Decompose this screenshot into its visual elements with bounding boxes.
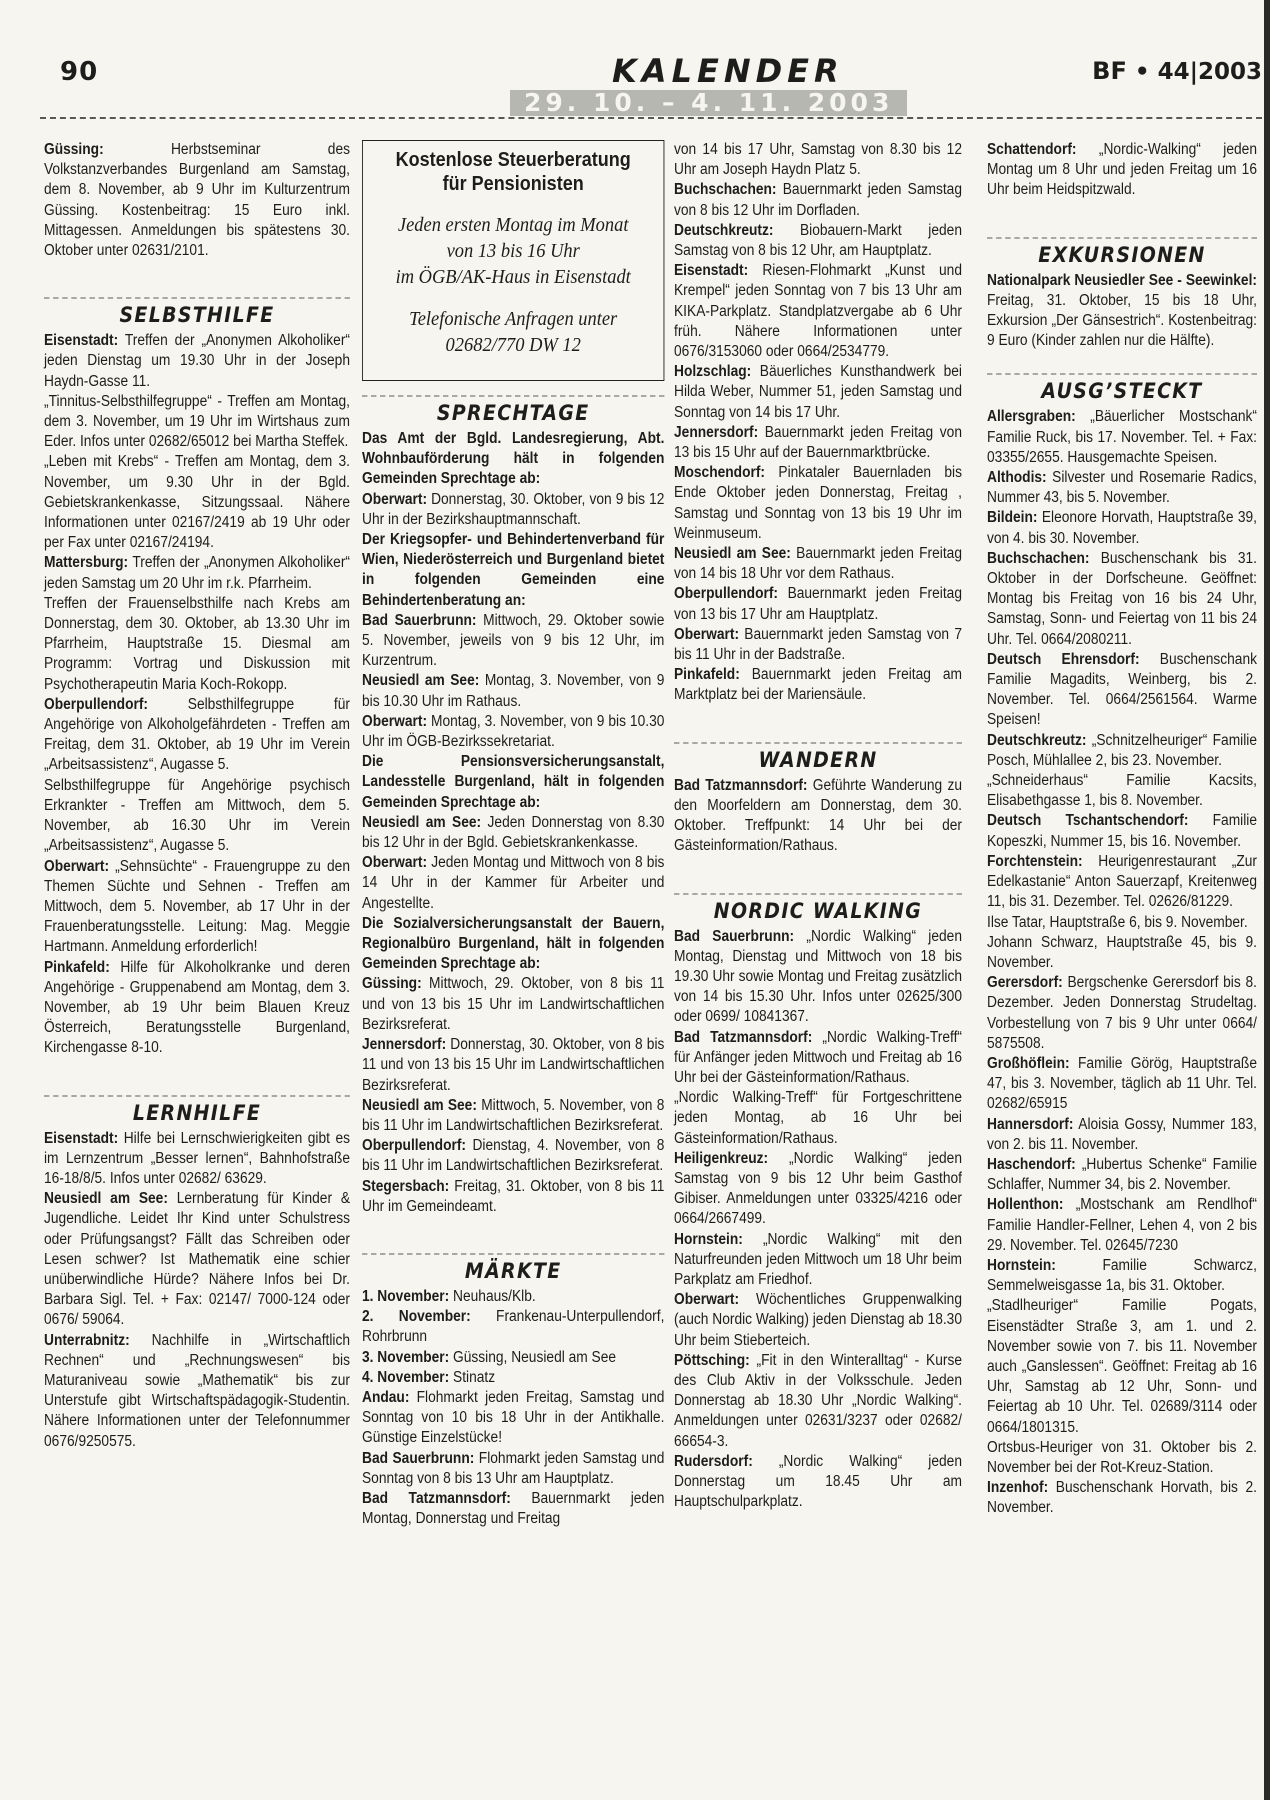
listing-entry — [362, 1368, 664, 1388]
listing-text: Dienstag, 4. November, von 8 bis 11 Uhr im Landwirtschaftlichen Bezirksreferat. — [362, 1137, 665, 1175]
column-3 — [674, 140, 962, 1512]
listing-place: Eisenstadt: — [674, 262, 749, 280]
listing-place: Nationalpark Neusiedler See - Seewinkel: — [987, 271, 1257, 289]
listing-text: Bauernmarkt jeden Freitag von 14 bis 18 Uhr vor dem Rathaus. — [674, 545, 962, 583]
listing-place: Inzenhof: — [987, 1479, 1049, 1497]
listing-text: Herbstseminar des Volkstanzverbandes Burgenland am Samstag, dem 8. November, ab 9 Uhr im Kulturzentrum Güssing. Kostenbeitrag: 15 Euro inkl. Mittagessen. Anmeldungen bis spätestens 30. Oktober unter 02631/2101. — [44, 141, 350, 260]
listing-place: Das Amt der Bgld. Landesregierung, Abt. Wohnbauförderung hält in folgenden Gemeinden Sprechtage ab: — [362, 430, 665, 488]
publication-name: BF — [1092, 57, 1127, 85]
listing-text: Riesen-Flohmarkt „Kunst und Krempel“ jeden Sonntag von 7 bis 13 Uhr am KIKA-Parkplatz. Standplatzvergabe ab 6 Uhr früh. Nähere Informationen unter 0676/3153060 oder 0664/2534779. — [674, 262, 962, 361]
listing-entry — [674, 544, 962, 584]
listing-entry — [44, 140, 350, 261]
listing-place: Jennersdorf: — [362, 1036, 447, 1054]
listing-text: Nachhilfe in „Wirtschaftlich Rechnen“ und „Rechnungswesen“ bis Maturaniveau sowie „Mathematik“ bis zur Unterstufe gibt Wirtschaftspädagogik-Studentin. Nähere Informationen unter der Telefonnummer 0676/9250575. — [44, 1331, 350, 1450]
section-heading-wandern — [674, 742, 962, 773]
listing-entry — [44, 958, 350, 1059]
entry-group — [44, 140, 350, 261]
listing-entry — [987, 1438, 1257, 1478]
listing-place: Schattendorf: — [987, 141, 1077, 158]
listing-text: Ilse Tatar, Hauptstraße 6, bis 9. November. — [987, 913, 1248, 931]
issue-number: • 44|2003 — [1134, 59, 1262, 85]
listing-entry — [362, 1287, 664, 1307]
listing-place: 1. November: — [362, 1287, 450, 1305]
listing-entry — [674, 1088, 962, 1149]
listing-entry — [674, 261, 962, 362]
box-text-line: von 13 bis 16 Uhr — [446, 240, 580, 262]
listing-place: Oberpullendorf: — [362, 1137, 467, 1155]
listing-text: Montag, 3. November, von 9 bis 10.30 Uhr im Rathaus. — [362, 672, 665, 710]
entry-group — [674, 140, 962, 706]
heading-title: AUSG’STECKT — [1041, 379, 1203, 404]
listing-place: 2. November: — [362, 1308, 471, 1326]
listing-text: „Schnitzelheuriger“ Familie Posch, Mühlallee 2, bis 23. November. — [987, 731, 1257, 769]
entry-group — [44, 331, 350, 1058]
listing-place: Pinkafeld: — [44, 958, 110, 976]
box-text-line: Telefonische Anfragen unter — [409, 308, 618, 330]
listing-entry — [362, 1177, 664, 1217]
box-title-line: Kostenlose Steuerberatung — [395, 149, 631, 171]
listing-entry — [674, 665, 962, 705]
listing-text: Donnerstag, 30. Oktober, von 8 bis 11 und von 13 bis 15 Uhr im Landwirtschaftlichen Bezirksreferat. — [362, 1036, 665, 1094]
listing-text: „Nordic Walking“ jeden Donnerstag um 18.45 Uhr am Hauptschulparkplatz. — [674, 1452, 962, 1511]
listing-place: Hornstein: — [987, 1256, 1056, 1274]
listing-place: Stegersbach: — [362, 1177, 450, 1195]
listing-text: „Stadlheuriger“ Familie Pogats, Eisenstädter Straße 3, am 1. und 2. November sowie von 7. bis 11. November auch „Ganslessen“. Geöffnet: Freitag ab 16 Uhr, Samstag ab 12 Uhr, Sonn- und Feiertag ab 10 Uhr. Tel. 02689/3114 oder 0664/1801315. — [987, 1297, 1257, 1436]
heading-rule — [674, 742, 962, 744]
listing-entry — [674, 140, 962, 180]
listing-text: Bergschenke Gerersdorf bis 8. Dezember. Jeden Donnerstag Strudeltag. Vorbestellung von 7 bis 9 Uhr unter 0664/ 5875508. — [987, 974, 1257, 1052]
listing-text: Wöchentliches Gruppenwalking (auch Nordic Walking) jeden Dienstag ab 18.30 Uhr beim Stieberteich. — [674, 1291, 962, 1349]
listing-entry — [987, 271, 1257, 352]
listing-entry — [674, 1230, 962, 1291]
listing-place: Neusiedl am See: — [362, 813, 482, 831]
section-heading-nordic-walking — [674, 893, 962, 924]
listing-entry — [674, 423, 962, 463]
listing-text: Freitag, 31. Oktober, von 8 bis 11 Uhr im Gemeindeamt. — [362, 1177, 665, 1215]
section-heading-ausgsteckt — [987, 373, 1257, 404]
listing-place: Eisenstadt: — [44, 332, 119, 350]
listing-text: „Fit in den Winteralltag“ - Kurse des Club Aktiv in der Volksschule. Jeden Donnerstag ab 18.30 Uhr „Nordic Walking“. Anmeldungen unter 02631/3237 oder 02682/ 66654-3. — [674, 1351, 962, 1450]
listing-text: Hilfe bei Lernschwierigkeiten gibt es im Lernzentrum „Besser lernen“, Bahnhofstraße 16-18/8/5. Infos unter 02682/ 63629. — [44, 1129, 350, 1187]
listing-text: Familie Görög, Hauptstraße 47, bis 3. November, täglich ab 11 Uhr. Tel. 02682/65915 — [987, 1054, 1257, 1113]
listing-entry — [987, 731, 1257, 771]
listing-text: Bauernmarkt jeden Samstag von 8 bis 12 Uhr im Dorfladen. — [674, 181, 962, 219]
listing-text: „Leben mit Krebs“ - Treffen am Montag, dem 3. November, um 9.30 Uhr in der Bgld. Gebietskrankenkasse, Sitzungssaal. Nähere Informationen unter 02167/2419 ab 19 Uhr oder per Fax unter 02167/24194. — [44, 453, 350, 552]
listing-place: Moschendorf: — [674, 464, 766, 482]
listing-place: Pinkafeld: — [674, 666, 740, 684]
listing-text: Freitag, 31. Oktober, 15 bis 18 Uhr, Exkursion „Der Gänsestrich“. Kostenbeitrag: 9 Euro (Kinder zahlen nur die Hälfte). — [987, 291, 1257, 350]
listing-place: Die Pensionsversicherungsanstalt, Landesstelle Burgenland, hält in folgenden Gemeinden Sprechtage ab: — [362, 753, 665, 811]
listing-entry — [362, 1035, 664, 1096]
listing-text: Buschenschank bis 31. Oktober in der Dorfscheune. Geöffnet: Montag bis Freitag von 16 bis 24 Uhr, Samstag, Sonn- und Feiertag von 11 bis 24 Uhr. Tel. 0664/2080211. — [987, 549, 1257, 648]
listing-place: Deutschkreutz: — [987, 731, 1087, 749]
listing-text: Bauernmarkt jeden Montag, Donnerstag und Freitag — [362, 1489, 665, 1528]
listing-entry — [44, 452, 350, 553]
listing-entry — [362, 1136, 664, 1176]
listing-entry — [362, 490, 664, 530]
heading-title: MÄRKTE — [464, 1258, 562, 1283]
listing-place: Güssing: — [362, 975, 422, 993]
listing-place: Unterrabnitz: — [44, 1331, 130, 1349]
listing-entry — [674, 776, 962, 857]
listing-place: Hollenthon: — [987, 1196, 1064, 1214]
listing-text: Stinatz — [449, 1368, 496, 1386]
listing-entry — [362, 1388, 664, 1449]
entry-group — [987, 271, 1257, 352]
listing-text: Montag, 3. November, von 9 bis 10.30 Uhr im ÖGB-Bezirkssekretariat. — [362, 712, 665, 751]
listing-entry — [674, 625, 962, 665]
listing-place: Oberwart: — [362, 854, 428, 872]
listing-entry — [674, 221, 962, 261]
listing-place: Bad Tatzmannsdorf: — [674, 776, 808, 794]
listing-place: Pöttsching: — [674, 1351, 750, 1369]
heading-title: NORDIC WALKING — [713, 898, 923, 923]
page-number: 90 — [60, 57, 99, 87]
listing-text: Aloisia Gossy, Nummer 183, von 2. bis 11. November. — [987, 1115, 1257, 1153]
listing-entry — [362, 1348, 664, 1368]
listing-entry — [987, 650, 1257, 731]
listing-place: Andau: — [362, 1388, 410, 1406]
listing-text: Hilfe für Alkoholkranke und deren Angehörige - Gruppenabend am Montag, dem 3. November, ab 19 Uhr beim Blauen Kreuz Österreich, Beratungsstelle Burgenland, Kirchengasse 8-10. — [44, 958, 351, 1057]
listing-place: Rudersdorf: — [674, 1452, 753, 1470]
listing-entry — [987, 508, 1257, 548]
listing-entry — [44, 1189, 350, 1330]
listing-entry — [362, 1489, 664, 1529]
listing-text: „Tinnitus-Selbsthilfegruppe“ - Treffen am Montag, dem 3. November, um 19 Uhr im Wirtshaus zum Eder. Infos unter 02682/65012 bei Martha Steffek. — [44, 392, 350, 451]
column-4 — [987, 140, 1257, 1519]
listing-place: Heiligenkreuz: — [674, 1149, 769, 1167]
listing-entry — [987, 1195, 1257, 1256]
listing-place: Bad Tatzmannsdorf: — [674, 1028, 813, 1046]
heading-title: LERNHILFE — [132, 1100, 262, 1125]
listing-text: Familie Schwarcz, Semmelweisgasse 1a, bis 31. Oktober. — [987, 1256, 1257, 1295]
listing-entry — [987, 1155, 1257, 1195]
listing-text: „Nordic-Walking“ jeden Montag um 8 Uhr und jeden Freitag um 16 Uhr beim Heidspitzwald. — [987, 141, 1257, 199]
listing-entry — [362, 1096, 664, 1136]
listing-place: Forchtenstein: — [987, 852, 1083, 870]
listing-text: Selbsthilfegruppe für Angehörige von Alkoholgefährdeten - Treffen am Freitag, dem 31. Oktober, ab 19 Uhr im Verein „Arbeitsassistenz“, Augasse 5. — [44, 695, 350, 774]
listing-entry — [987, 1256, 1257, 1296]
box-title-line: für Pensionisten — [442, 173, 584, 195]
listing-entry — [987, 913, 1257, 933]
listing-entry — [362, 1449, 664, 1489]
listing-place: Oberwart: — [674, 1291, 740, 1309]
listing-place: Jennersdorf: — [674, 423, 759, 441]
listing-entry — [362, 611, 664, 672]
heading-rule — [362, 1253, 664, 1255]
listing-text: „Mostschank am Rendlhof“ Familie Handler-Fellner, Lehen 4, von 2 bis 29. November. Tel. 02645/7230 — [987, 1196, 1257, 1254]
listing-entry — [987, 549, 1257, 650]
listing-place: Güssing: — [44, 141, 104, 158]
column-1 — [44, 140, 350, 1452]
box-phone: 02682/770 DW 12 — [445, 334, 581, 356]
listing-text: Treffen der Frauenselbsthilfe nach Krebs am Donnerstag, dem 30. Oktober, ab 13.30 Uhr im Pfarrheim, Hauptstraße 15. Diesmal am Programm: Vortrag und Diskussion mit Psychotherapeutin Maria Koch-Rokopp. — [44, 594, 350, 693]
listing-place: 3. November: — [362, 1348, 450, 1366]
listing-text: Jeden Montag und Mittwoch von 8 bis 14 Uhr in der Kammer für Arbeiter und Angestellte. — [362, 854, 665, 912]
listing-text: „Nordic Walking“ mit den Naturfreunden jeden Mittwoch um 18 Uhr beim Parkplatz am Friedhof. — [674, 1230, 962, 1288]
listing-place: Hannersdorf: — [987, 1115, 1074, 1133]
section-heading-lernhilfe — [44, 1095, 350, 1126]
entry-group — [987, 140, 1257, 201]
listing-text: Johann Schwarz, Hauptstraße 45, bis 9. November. — [987, 933, 1257, 971]
listing-text: „Nordic Walking-Treff“ für Anfänger jeden Mittwoch und Freitag ab 16 Uhr bei der Gästeinformation/Rathaus. — [674, 1028, 962, 1086]
listing-place: Der Kriegsopfer- und Behindertenverband für Wien, Niederösterreich und Burgenland bietet in folgenden Gemeinden eine Behindertenberatung an: — [362, 531, 665, 609]
section-heading-selbsthilfe — [44, 297, 350, 328]
listing-entry — [44, 594, 350, 695]
listing-entry — [674, 362, 962, 423]
tax-advice-box — [362, 140, 664, 381]
listing-entry — [987, 852, 1257, 913]
section-heading-sprechtage — [362, 395, 664, 426]
listing-place: Großhöflein: — [987, 1054, 1070, 1072]
listing-entry — [362, 671, 664, 711]
listing-place: Oberwart: — [44, 857, 110, 875]
listing-text: „Nordic Walking“ jeden Samstag von 9 bis 12 Uhr beim Gasthof Gibiser. Anmeldungen unter 03325/4216 oder 0664/2667499. — [674, 1149, 962, 1228]
listing-entry — [44, 857, 350, 958]
section-heading-exkursionen — [987, 237, 1257, 268]
listing-text: Bauernmarkt jeden Samstag von 7 bis 11 Uhr in der Badstraße. — [674, 625, 962, 664]
listing-entry — [674, 1452, 962, 1513]
heading-title: WANDERN — [758, 747, 878, 772]
listing-place: Allersgraben: — [987, 408, 1076, 426]
listing-place: Buchschachen: — [987, 549, 1090, 567]
listing-entry — [987, 933, 1257, 973]
listing-entry — [362, 752, 664, 813]
listing-place: Deutsch Tschantschendorf: — [987, 812, 1189, 830]
listing-place: Holzschlag: — [674, 363, 752, 381]
listing-place: Deutschkreutz: — [674, 221, 774, 239]
listing-entry — [44, 1129, 350, 1190]
heading-rule — [44, 1095, 350, 1097]
listing-text: Bauernmarkt jeden Freitag am Marktplatz bei der Mariensäule. — [674, 666, 962, 704]
listing-entry — [674, 180, 962, 220]
heading-rule — [987, 237, 1257, 239]
listing-text: „Nordic Walking“ jeden Montag, Dienstag und Mittwoch von 18 bis 19.30 Uhr sowie Montag und Freitag zusätzlich von 14 bis 15.30 Uhr. Infos unter 02625/300 oder 0699/ 10841367. — [674, 927, 962, 1026]
listing-place: Neusiedl am See: — [362, 672, 480, 690]
listing-text: Frankenau-Unterpullendorf, Rohrbrunn — [362, 1308, 665, 1346]
listing-place: Neusiedl am See: — [674, 545, 791, 563]
entry-group — [44, 1129, 350, 1452]
listing-text: Mittwoch, 29. Oktober, von 8 bis 11 und von 13 bis 15 Uhr im Landwirtschaftlichen Bezirksreferat. — [362, 975, 665, 1033]
listing-place: Oberwart: — [362, 490, 428, 508]
listing-text: Pinkataler Bauernladen bis Ende Oktober jeden Donnerstag, Freitag , Samstag und Sonntag von 13 bis 19 Uhr im Weinmuseum. — [674, 464, 962, 542]
listing-text: Mittwoch, 29. Oktober sowie 5. November, jeweils von 9 bis 12 Uhr, im Kurzentrum. — [362, 611, 665, 670]
listing-entry — [987, 1296, 1257, 1437]
heading-rule — [987, 373, 1257, 375]
listing-text: Familie Kopeszki, Nummer 15, bis 16. November. — [987, 812, 1258, 850]
listing-text: Heurigenrestaurant „Zur Edelkastanie“ Anton Sauerzapf, Kreitenweg 11, bis 31. Dezember. Tel. 02626/81229. — [987, 852, 1257, 911]
listing-entry — [362, 813, 664, 853]
heading-rule — [674, 893, 962, 895]
listing-text: „Sehnsüchte“ - Frauengruppe zu den Themen Süchte und Sehnen - Treffen am Mittwoch, dem 5. November, ab 17 Uhr in der Frauenberatungsstelle. Leitung: Mag. Meggie Hartmann. Anmeldung erforderlich! — [44, 857, 351, 956]
listing-entry — [44, 392, 350, 453]
listing-place: Oberwart: — [674, 625, 740, 643]
heading-rule — [44, 297, 350, 299]
listing-place: Neusiedl am See: — [44, 1190, 168, 1208]
listing-place: Eisenstadt: — [44, 1129, 119, 1147]
listing-place: Oberwart: — [362, 712, 428, 730]
listing-place: Gerersdorf: — [987, 974, 1063, 992]
listing-place: Neusiedl am See: — [362, 1096, 477, 1114]
entry-group — [987, 407, 1257, 1518]
listing-place: Deutsch Ehrensdorf: — [987, 650, 1140, 668]
listing-text: Selbsthilfegruppe für Angehörige psychisch Erkrankter - Treffen am Mittwoch, dem 5. November, ab 16.30 Uhr im Verein „Arbeitsassistenz“, Augasse 5. — [44, 776, 350, 855]
listing-text: von 14 bis 17 Uhr, Samstag von 8.30 bis 12 Uhr am Joseph Haydn Platz 5. — [674, 141, 962, 179]
listing-text: Silvester und Rosemarie Radics, Nummer 43, bis 5. November. — [987, 469, 1257, 507]
listing-text: Bauernmarkt jeden Freitag von 13 bis 17 Uhr am Hauptplatz. — [674, 585, 962, 623]
entry-group — [674, 776, 962, 857]
listing-text: „Schneiderhaus“ Familie Kacsits, Elisabethgasse 1, bis 8. November. — [987, 772, 1257, 810]
listing-entry — [362, 974, 664, 1035]
listing-entry — [362, 712, 664, 752]
listing-entry — [987, 811, 1257, 851]
box-text-line: Jeden ersten Montag im Monat — [397, 214, 629, 236]
listing-entry — [674, 927, 962, 1028]
listing-entry — [44, 553, 350, 593]
listing-text: Donnerstag, 30. Oktober, von 9 bis 12 Uhr in der Bezirkshauptmannschaft. — [362, 490, 665, 528]
listing-text: Treffen der „Anonymen Alkoholiker“ jeden Dienstag um 19.30 Uhr in der Joseph Haydn-Gasse 11. — [44, 332, 350, 390]
listing-place: Oberpullendorf: — [44, 695, 149, 713]
listing-place: 4. November: — [362, 1368, 450, 1386]
listing-entry — [362, 853, 664, 914]
listing-text: Mittwoch, 5. November, von 8 bis 11 Uhr im Landwirtschaftlichen Bezirksreferat. — [362, 1096, 665, 1134]
listing-text: Buschenschank Familie Magadits, Weinberg, bis 2. November. Tel. 0664/2561564. Warme Speisen! — [987, 650, 1257, 729]
listing-text: Treffen der „Anonymen Alkoholiker“ jeden Samstag um 20 Uhr im r.k. Pfarrheim. — [44, 554, 350, 592]
listing-entry — [987, 407, 1257, 468]
listing-place: Hornstein: — [674, 1230, 743, 1248]
listing-place: Bildein: — [987, 509, 1038, 527]
listing-place: Bad Sauerbrunn: — [674, 927, 795, 945]
listing-entry — [987, 1054, 1257, 1115]
listing-place: Bad Sauerbrunn: — [362, 1449, 475, 1467]
listing-place: Bad Tatzmannsdorf: — [362, 1489, 511, 1507]
listing-entry — [44, 776, 350, 857]
listing-entry — [674, 1028, 962, 1089]
heading-rule — [362, 395, 664, 397]
listing-entry — [674, 1149, 962, 1230]
section-heading-maerkte — [362, 1253, 664, 1284]
listing-entry — [987, 771, 1257, 811]
listing-text: „Nordic Walking-Treff“ für Fortgeschrittene jeden Montag, ab 16 Uhr bei Gästeinformation/Rathaus. — [674, 1089, 962, 1147]
entry-group — [674, 927, 962, 1513]
listing-text: Flohmarkt jeden Freitag, Samstag und Sonntag von 10 bis 18 Uhr in der Antikhalle. Günstige Einzelstücke! — [362, 1388, 665, 1447]
listing-entry — [44, 695, 350, 776]
issue-label — [1092, 57, 1262, 85]
header-divider — [40, 117, 1262, 119]
listing-text: „Hubertus Schenke“ Familie Schlaffer, Nummer 34, bis 2. November. — [987, 1155, 1257, 1194]
listing-text: Biobauern-Markt jeden Samstag von 8 bis 12 Uhr, am Hauptplatz. — [674, 221, 962, 260]
page-header — [0, 0, 1270, 122]
listing-entry — [44, 1331, 350, 1452]
listing-place: Althodis: — [987, 469, 1047, 487]
entry-group — [362, 1287, 664, 1529]
date-range: 29. 10. – 4. 11. 2003 — [510, 90, 907, 116]
listing-text: „Bäuerlicher Mostschank“ Familie Ruck, bis 17. November. Tel. + Fax: 03355/2655. Hausgemachte Speisen. — [987, 408, 1257, 466]
column-2 — [362, 140, 664, 1529]
listing-entry — [987, 1115, 1257, 1155]
listing-place: Buchschachen: — [674, 181, 777, 199]
listing-entry — [674, 1351, 962, 1452]
section-title: KALENDER — [612, 52, 844, 90]
listing-text: Lernberatung für Kinder & Jugendliche. Leidet Ihr Kind unter Schulstress oder Prüfungsangst? Fällt das Schreiben oder Lesen schwer? Ist Mathematik eine schier unüberwindliche Hürde? Nähere Infos bei Dr. Barbara Sigl. Tel. + Fax: 02147/ 7000-124 oder 0676/ 59064. — [44, 1190, 351, 1329]
listing-entry — [987, 973, 1257, 1054]
heading-title: SPRECHTAGE — [436, 401, 590, 425]
listing-text: Güssing, Neusiedl am See — [449, 1348, 617, 1366]
listing-place: Bad Sauerbrunn: — [362, 611, 477, 629]
entry-group — [362, 429, 664, 1217]
heading-title: EXKURSIONEN — [1038, 242, 1206, 267]
listing-text: Flohmarkt jeden Samstag und Sonntag von 8 bis 13 Uhr am Hauptplatz. — [362, 1449, 665, 1487]
listing-text: Neuhaus/Klb. — [449, 1287, 536, 1305]
listing-text: Jeden Donnerstag von 8.30 bis 12 Uhr in der Bgld. Gebietskrankenkasse. — [362, 813, 665, 852]
listing-place: Haschendorf: — [987, 1155, 1076, 1173]
listing-text: Ortsbus-Heuriger von 31. Oktober bis 2. November bei der Rot-Kreuz-Station. — [987, 1438, 1257, 1476]
listing-entry — [674, 463, 962, 544]
listing-entry — [362, 530, 664, 611]
listing-text: Bauernmarkt jeden Freitag von 13 bis 15 Uhr auf der Bauernmarktbrücke. — [674, 423, 962, 462]
listing-entry — [362, 1307, 664, 1347]
listing-text: Bäuerliches Kunsthandwerk bei Hilda Weber, Nummer 51, jeden Samstag und Sonntag von 14 bis 17 Uhr. — [674, 363, 962, 421]
box-text-line: im ÖGB/AK-Haus in Eisenstadt — [395, 266, 631, 288]
listing-entry — [674, 584, 962, 624]
page-binding-edge — [1264, 0, 1270, 1800]
listing-text: Geführte Wanderung zu den Moorfeldern am Donnerstag, dem 30. Oktober. Treffpunkt: 14 Uhr bei der Gästeinformation/Rathaus. — [674, 776, 962, 855]
listing-entry — [44, 331, 350, 392]
listing-entry — [987, 140, 1257, 201]
heading-title: SELBSTHILFE — [119, 303, 275, 328]
listing-entry — [987, 1478, 1257, 1518]
listing-entry — [987, 468, 1257, 508]
listing-place: Die Sozialversicherungsanstalt der Bauern, Regionalbüro Burgenland, hält in folgenden Gemeinden Sprechtage ab: — [362, 914, 665, 973]
listing-place: Mattersburg: — [44, 554, 129, 572]
listing-text: Buschenschank Horvath, bis 2. November. — [987, 1479, 1257, 1517]
listing-entry — [362, 914, 664, 975]
listing-place: Oberpullendorf: — [674, 585, 779, 603]
listing-text: Eleonore Horvath, Hauptstraße 39, von 4. bis 30. November. — [987, 509, 1257, 547]
listing-entry — [362, 429, 664, 490]
listing-entry — [674, 1290, 962, 1351]
